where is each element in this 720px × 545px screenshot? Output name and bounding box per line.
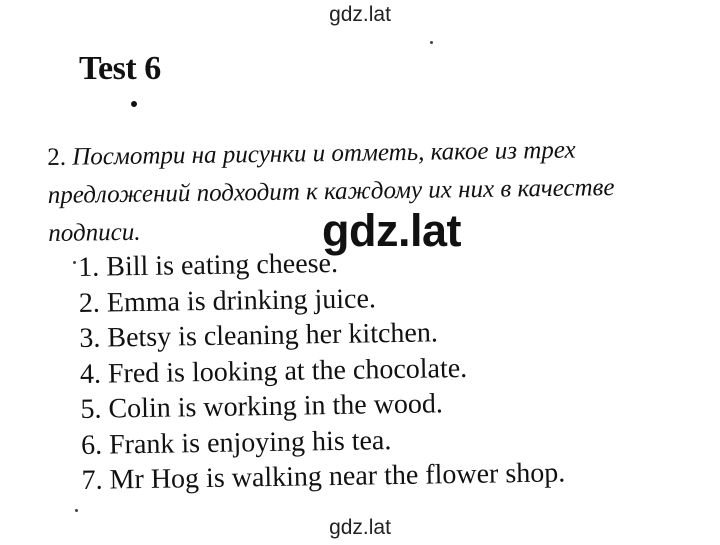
sentence-item: 1. Bill is eating cheese.: [78, 247, 339, 283]
watermark-bottom: gdz.lat: [329, 516, 391, 539]
sentence-item: 3. Betsy is cleaning her kitchen.: [79, 317, 439, 354]
sentence-item: 6. Frank is enjoying his tea.: [80, 424, 392, 461]
scan-speck: [75, 509, 78, 512]
sentence-item: 4. Fred is looking at the chocolate.: [79, 352, 468, 390]
bullet-dot: [131, 101, 137, 107]
scan-speck: [73, 261, 76, 264]
watermark-top: gdz.lat: [329, 3, 391, 26]
task-number: 2.: [47, 143, 67, 171]
task-text: Посмотри на рисунки и отметь, какое из трех предложений подходит к каждому их них в качестве подписи.: [47, 136, 615, 247]
sentence-list: [78, 240, 702, 498]
sentence-item: 7. Mr Hog is walking near the flower shop.: [81, 457, 566, 496]
sentence-item: 2. Emma is drinking juice.: [78, 282, 377, 319]
scan-speck: [430, 41, 433, 44]
watermark-center: gdz.lat: [322, 205, 461, 256]
sentence-item: 5. Colin is working in the wood.: [80, 388, 444, 425]
test-title: Test 6: [79, 50, 161, 87]
